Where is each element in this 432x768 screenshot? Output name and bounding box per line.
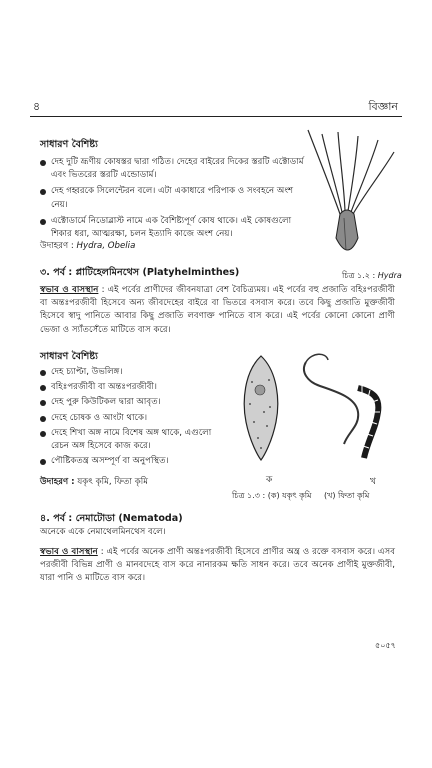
example-line	[40, 240, 135, 253]
header-rule	[30, 116, 402, 117]
list-item: দেহ পুরু কিউটিকল দ্বারা আবৃত।	[40, 396, 230, 409]
feature-list-platyhelminthes	[40, 366, 230, 468]
figure-label-a: ক	[266, 475, 273, 485]
habitat-paragraph-platyhelminthes	[40, 284, 395, 337]
caption-species: Hydra	[377, 271, 402, 280]
list-item: দেহে চোষক ও আংটা থাকে।	[40, 412, 230, 425]
section-heading-general-features: সাধারণ বৈশিষ্ট্য	[40, 139, 98, 150]
feature-list-cnidaria	[40, 156, 305, 241]
example-label: উদাহরণ :	[40, 477, 75, 487]
page-number: ৪	[33, 100, 41, 113]
habitat-text: : এই পর্বের অনেক প্রাণী অন্তঃপরজীবী হিসেবে প্রাণীর অন্ত্র ও রক্তে বসবাস করে। এসব পরজীবী বিভিন্ন প্রাণী ও মানবদেহে বাস করে নানারকম ক্ষতি সাধন করে। তবে অনেক প্রাণীই মুক্তজীবী, যারা পানি ও মাটিতে বাস করে।	[40, 547, 395, 584]
list-item: দেহ চ্যাপ্টা, উভলিঙ্গ।	[40, 366, 230, 379]
figure-caption-liver-fluke: চিত্র ১.৩ : (ক) যকৃৎ কৃমি	[232, 491, 312, 500]
list-item: এক্টোডার্মে নিডোব্লাস্ট নামে এক বৈশিষ্ট্যপূর্ণ কোষ থাকে। এই কোষগুলো শিকার ধরা, আত্মরক্ষা, চলন ইত্যাদি কাজে অংশ নেয়।	[40, 215, 305, 241]
figure-label-b: খ	[370, 477, 376, 487]
figure-caption-hydra	[342, 270, 402, 283]
example-text: Hydra, Obelia	[76, 241, 136, 251]
caption-label: চিত্র ১.২ :	[342, 271, 376, 280]
habitat-label: স্বভাব ও বাসস্থান	[40, 285, 99, 295]
phylum-subtitle-nematoda: অনেকে একে নেমাথেলমিনথেস বলে।	[40, 527, 166, 537]
hydra-illustration	[300, 126, 400, 266]
list-item: দেহ দুটি ভ্রূণীয় কোষস্তর দ্বারা গঠিত। দেহের বাইরের দিকের স্তরটি এক্টোডার্ম এবং ভিতরের স্তরটি এন্ডোডার্ম।	[40, 156, 305, 182]
example-line	[40, 476, 148, 489]
example-text: যকৃৎ কৃমি, ফিতা কৃমি	[77, 477, 148, 487]
phylum-title-nematoda: ৪. পর্ব : নেমাটোডা (Nematoda)	[40, 513, 183, 524]
phylum-title-platyhelminthes: ৩. পর্ব : প্লাটিহেলমিনথেস (Platyhelminthes)	[40, 267, 240, 278]
figure-caption-tapeworm: (খ) ফিতা কৃমি	[324, 491, 370, 500]
running-header-title: বিজ্ঞান	[368, 100, 398, 113]
section-heading-general-features: সাধারণ বৈশিষ্ট্য	[40, 351, 98, 362]
habitat-paragraph-nematoda	[40, 546, 395, 586]
list-item: দেহে শিখা অঙ্গ নামে বিশেষ অঙ্গ থাকে, এগুলো রেচন অঙ্গ হিসেবে কাজ করে।	[40, 427, 230, 453]
list-item: দেহ গহ্বরকে সিলেন্টেরন বলে। এটা একাধারে পরিপাক ও সংবহনে অংশ নেয়।	[40, 185, 305, 211]
liver-fluke-illustration	[236, 352, 286, 462]
list-item: বহিঃপরজীবী বা অন্তঃপরজীবী।	[40, 381, 230, 394]
print-code: ৫০৫৭	[375, 641, 396, 650]
example-label: উদাহরণ :	[40, 241, 74, 251]
habitat-label: স্বভাব ও বাসস্থান	[40, 547, 98, 557]
habitat-text: : এই পর্বের প্রাণীদের জীবনযাত্রা বেশ বৈচিত্র্যময়। এই পর্বের বহু প্রজাতি বহিঃপরজীবী বা অন্তঃপরজীবী হিসেবে অন্য জীবদেহের বাইরে বা ভিতরে বসবাস করে। তবে কিছু প্রজাতি মুক্তজীবী হিসেবে স্বাদু পানিতে আবার কিছু প্রজাতি লবণাক্ত পানিতে বাস করে। এই পর্বের কোনো কোনো প্রাণী ভেজা ও স্যাঁতসেঁতে মাটিতে বাস করে।	[40, 285, 396, 335]
tapeworm-illustration	[298, 348, 388, 468]
list-item: পৌষ্টিকতন্ত্র অসম্পূর্ণ বা অনুপস্থিত।	[40, 455, 230, 468]
